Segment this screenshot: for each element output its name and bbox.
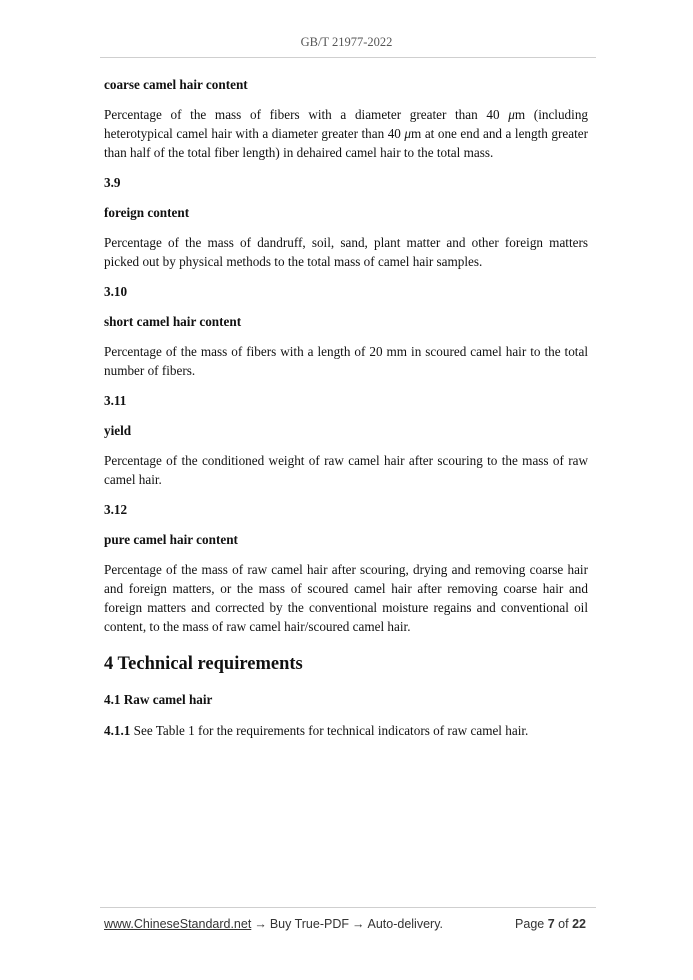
total-page-number: 22: [572, 917, 586, 931]
page-label: Page: [515, 917, 545, 931]
standard-code: GB/T 21977-2022: [300, 35, 393, 49]
subsection-title-raw-camel-hair: 4.1 Raw camel hair: [104, 692, 213, 707]
paragraph-text: See Table 1 for the requirements for technical indicators of raw camel hair.: [130, 723, 529, 738]
arrow-right-icon: →: [254, 917, 267, 931]
definition-foreign-content: Percentage of the mass of dandruff, soil, sand, plant matter and other foreign matters picked out by physical methods to the total mass of camel hair samples.: [104, 235, 588, 269]
term-short-camel-hair-content: short camel hair content: [104, 314, 242, 329]
term-yield: yield: [104, 423, 132, 438]
header-divider: [100, 57, 596, 58]
clause-number-3-11: 3.11: [104, 393, 127, 408]
paragraph-number: 4.1.1: [104, 723, 131, 738]
term-pure-camel-hair-content: pure camel hair content: [104, 532, 238, 547]
definition-yield: Percentage of the conditioned weight of raw camel hair after scouring to the mass of raw camel hair.: [104, 453, 588, 487]
section-title-technical-requirements: 4 Technical requirements: [104, 654, 303, 674]
arrow-right-icon: →: [352, 917, 365, 931]
clause-number-3-10: 3.10: [104, 284, 128, 299]
page-header: [0, 35, 693, 50]
page-of-label: of: [558, 917, 569, 931]
term-coarse-camel-hair-content: coarse camel hair content: [104, 77, 248, 92]
term-foreign-content: foreign content: [104, 205, 190, 220]
current-page-number: 7: [547, 917, 555, 931]
delivery-text: Auto-delivery.: [367, 917, 443, 931]
definition-text-part: m at one end and a length greater than half of the total fiber length) in dehaired camel hair to the total mass.: [104, 126, 588, 160]
document-body: [104, 76, 588, 752]
definition-pure-camel-hair-content: Percentage of the mass of raw camel hair after scouring, drying and removing coarse hair and foreign matters, or the mass of scoured camel hair after removing coarse hair and foreign matters and corrected by the conventional moisture regains and conventional oil content, to the mass of raw camel hair/scoured camel hair.: [104, 562, 588, 634]
buy-text: Buy True-PDF: [269, 917, 349, 931]
footer-promo: [104, 917, 443, 931]
definition-text-part: m (including heterotypical camel hair with a diameter greater than 40: [104, 107, 589, 141]
definition-coarse-camel-hair-content: [104, 105, 588, 162]
clause-number-3-9: 3.9: [104, 175, 121, 190]
page-indicator: [515, 917, 586, 931]
micro-symbol: μ: [404, 126, 412, 141]
site-link[interactable]: www.ChineseStandard.net: [104, 917, 252, 931]
micro-symbol: μ: [508, 107, 515, 122]
clause-number-3-12: 3.12: [104, 502, 128, 517]
definition-text-part: Percentage of the mass of fibers with a diameter greater than 40: [104, 107, 509, 122]
paragraph-4-1-1: [104, 721, 588, 740]
definition-short-camel-hair-content: Percentage of the mass of fibers with a length of 20 mm in scoured camel hair to the total number of fibers.: [104, 344, 588, 378]
footer-divider: [100, 907, 596, 908]
